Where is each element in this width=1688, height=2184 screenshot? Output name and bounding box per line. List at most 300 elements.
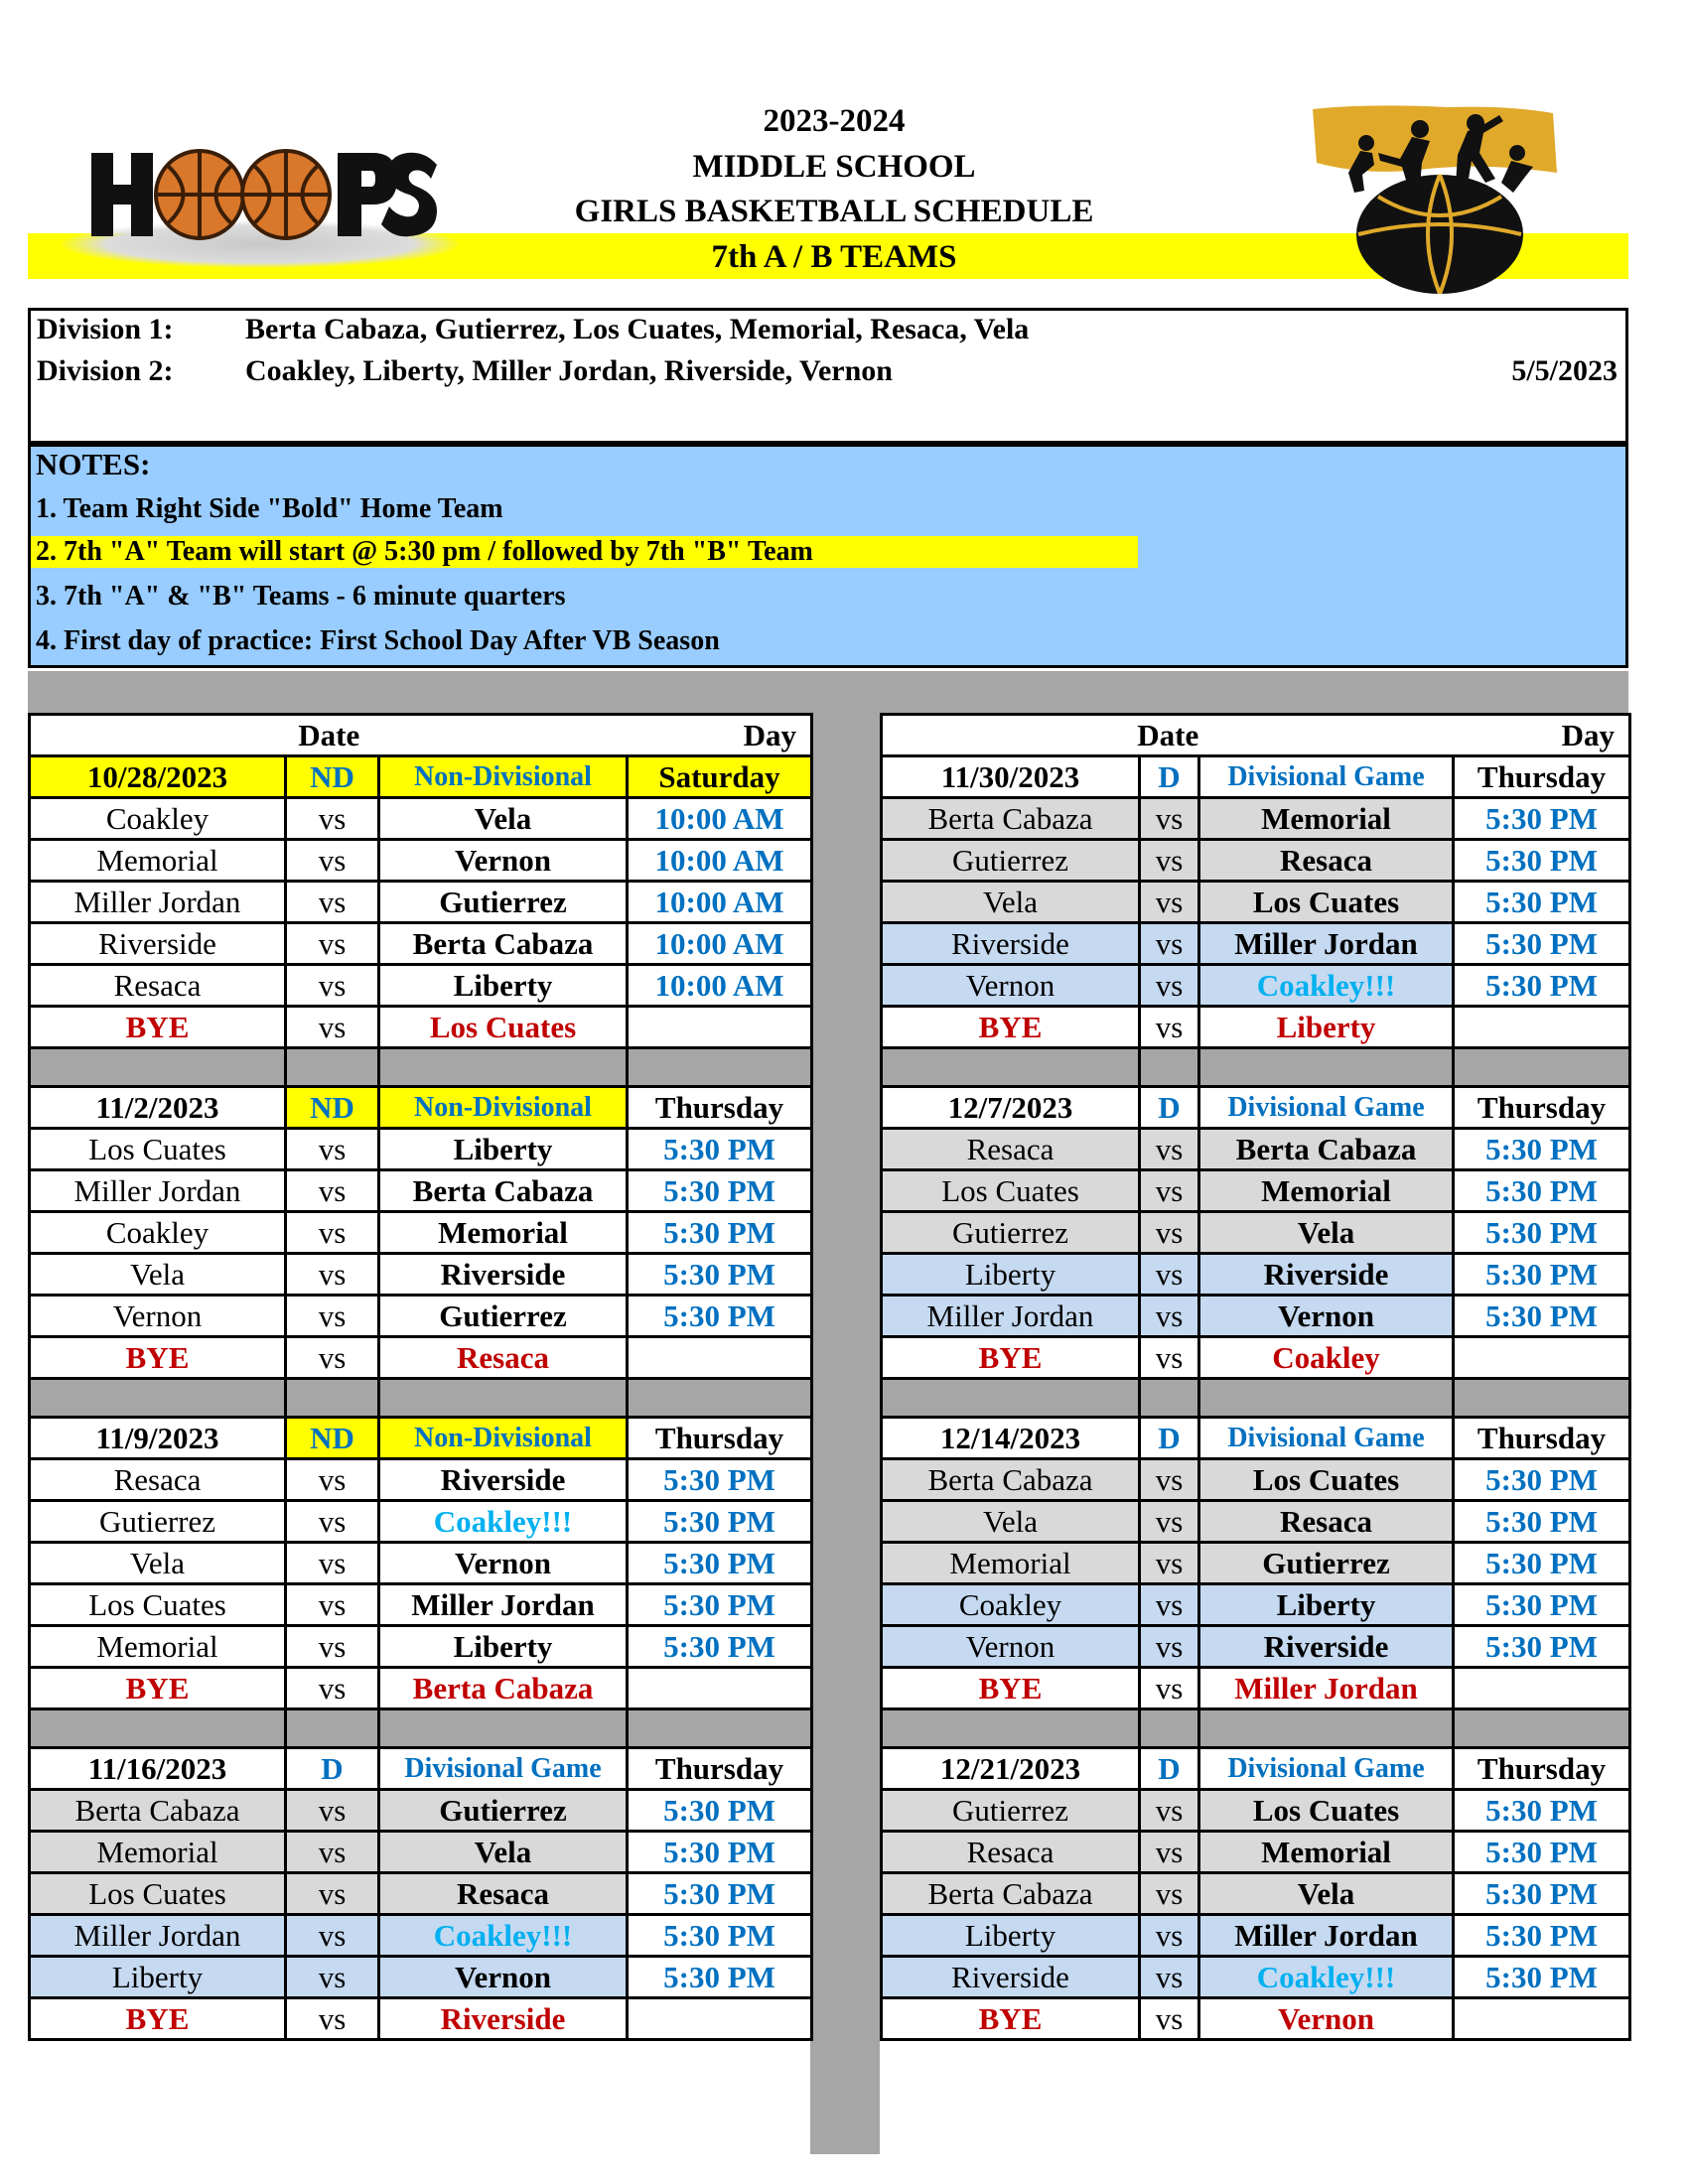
note-item: 1. Team Right Side "Bold" Home Team	[36, 493, 503, 524]
week-separator	[30, 1709, 812, 1748]
schedule-table	[880, 713, 1631, 2041]
game-row	[30, 1296, 812, 1337]
home-team: Los Cuates	[1199, 1459, 1454, 1501]
separator-cell	[286, 1379, 379, 1418]
game-row	[882, 1832, 1630, 1873]
away-team: Resaca	[882, 1129, 1140, 1170]
away-team: Liberty	[30, 1957, 286, 1998]
game-day: Thursday	[1454, 1748, 1630, 1790]
home-team: Liberty	[379, 1626, 628, 1668]
bye-team: Liberty	[1199, 1007, 1454, 1048]
title-teams: 7th A / B TEAMS	[711, 238, 957, 275]
versus-label: vs	[1140, 1626, 1199, 1668]
game-type-label: Non-Divisional	[379, 756, 628, 798]
separator-cell	[30, 1048, 286, 1087]
game-time: 10:00 AM	[628, 965, 812, 1007]
division-2-label: Division 2:	[37, 354, 174, 387]
game-time: 5:30 PM	[1454, 1170, 1630, 1212]
bye-label: BYE	[30, 1007, 286, 1048]
division-1-line	[37, 313, 1029, 346]
away-team: Miller Jordan	[30, 1170, 286, 1212]
home-team: Memorial	[1199, 1832, 1454, 1873]
game-date: 11/30/2023	[882, 756, 1140, 798]
game-row	[30, 882, 812, 923]
game-row	[882, 1873, 1630, 1915]
separator-cell	[1199, 1379, 1454, 1418]
game-time: 5:30 PM	[1454, 1501, 1630, 1543]
versus-label: vs	[1140, 798, 1199, 840]
week-header-row	[882, 1418, 1630, 1459]
game-kind-badge: ND	[286, 1418, 379, 1459]
bye-team: Riverside	[379, 1998, 628, 2040]
week-separator	[30, 1048, 812, 1087]
game-day: Thursday	[1454, 1418, 1630, 1459]
game-time: 5:30 PM	[628, 1170, 812, 1212]
game-time: 5:30 PM	[1454, 1212, 1630, 1254]
game-row	[882, 1543, 1630, 1584]
away-team: Vernon	[882, 965, 1140, 1007]
separator-cell	[379, 1048, 628, 1087]
home-team: Memorial	[1199, 1170, 1454, 1212]
game-row	[882, 1459, 1630, 1501]
separator-cell	[1140, 1709, 1199, 1748]
game-row	[30, 1915, 812, 1957]
home-team: Los Cuates	[1199, 882, 1454, 923]
versus-label: vs	[1140, 1459, 1199, 1501]
versus-label: vs	[286, 1129, 379, 1170]
separator-cell	[628, 1379, 812, 1418]
home-team: Memorial	[379, 1212, 628, 1254]
empty-time	[628, 1668, 812, 1709]
versus-label: vs	[286, 882, 379, 923]
revision-date: 5/5/2023	[1511, 354, 1618, 387]
bye-team: Coakley	[1199, 1337, 1454, 1379]
versus-label: vs	[286, 1626, 379, 1668]
home-team: Liberty	[1199, 1584, 1454, 1626]
versus-label: vs	[286, 1790, 379, 1832]
away-team: Coakley	[30, 798, 286, 840]
game-time: 5:30 PM	[628, 1832, 812, 1873]
away-team: Miller Jordan	[30, 1915, 286, 1957]
game-time: 5:30 PM	[628, 1790, 812, 1832]
game-row	[30, 798, 812, 840]
empty-time	[1454, 1337, 1630, 1379]
versus-label: vs	[1140, 1501, 1199, 1543]
away-team: Memorial	[30, 840, 286, 882]
game-time: 5:30 PM	[1454, 1915, 1630, 1957]
versus-label: vs	[1140, 1170, 1199, 1212]
versus-label: vs	[286, 1832, 379, 1873]
versus-label: vs	[286, 1915, 379, 1957]
game-time: 5:30 PM	[1454, 840, 1630, 882]
week-header-row	[30, 756, 812, 798]
away-team: Riverside	[30, 923, 286, 965]
versus-label: vs	[286, 1007, 379, 1048]
away-team: Berta Cabaza	[882, 1459, 1140, 1501]
versus-label: vs	[1140, 1915, 1199, 1957]
game-type-label: Non-Divisional	[379, 1418, 628, 1459]
versus-label: vs	[286, 1668, 379, 1709]
away-team: Riverside	[882, 923, 1140, 965]
versus-label: vs	[286, 1957, 379, 1998]
week-header-row	[882, 756, 1630, 798]
away-team: Liberty	[882, 1254, 1140, 1296]
game-time: 5:30 PM	[1454, 1129, 1630, 1170]
game-row	[30, 1873, 812, 1915]
game-type-label: Divisional Game	[1199, 1748, 1454, 1790]
game-kind-badge: D	[1140, 1748, 1199, 1790]
away-team: Los Cuates	[30, 1129, 286, 1170]
game-row	[30, 923, 812, 965]
game-time: 5:30 PM	[1454, 1584, 1630, 1626]
game-row	[882, 1626, 1630, 1668]
away-team: Gutierrez	[882, 840, 1140, 882]
game-time: 5:30 PM	[1454, 1790, 1630, 1832]
game-row	[30, 1501, 812, 1543]
game-row	[30, 1254, 812, 1296]
week-header-row	[30, 1418, 812, 1459]
game-row	[30, 1459, 812, 1501]
versus-label: vs	[1140, 965, 1199, 1007]
separator-cell	[30, 1379, 286, 1418]
game-date: 12/7/2023	[882, 1087, 1140, 1129]
versus-label: vs	[286, 965, 379, 1007]
empty-time	[1454, 1668, 1630, 1709]
versus-label: vs	[1140, 1337, 1199, 1379]
home-team: Riverside	[379, 1459, 628, 1501]
column-header-day: Day	[1454, 715, 1630, 756]
bye-label: BYE	[30, 1337, 286, 1379]
bye-label: BYE	[882, 1998, 1140, 2040]
separator-cell	[1454, 1048, 1630, 1087]
home-team: Resaca	[1199, 840, 1454, 882]
home-team: Vela	[379, 1832, 628, 1873]
game-kind-badge: ND	[286, 756, 379, 798]
notes-box	[28, 444, 1628, 668]
away-team: Vela	[30, 1543, 286, 1584]
game-time: 5:30 PM	[1454, 1543, 1630, 1584]
home-team: Coakley!!!	[1199, 965, 1454, 1007]
column-header-day: Day	[628, 715, 812, 756]
versus-label: vs	[1140, 1668, 1199, 1709]
game-kind-badge: D	[1140, 1087, 1199, 1129]
bye-label: BYE	[882, 1337, 1140, 1379]
game-time: 5:30 PM	[628, 1129, 812, 1170]
game-row	[882, 1915, 1630, 1957]
week-separator	[30, 1379, 812, 1418]
home-team: Liberty	[379, 965, 628, 1007]
home-team: Berta Cabaza	[379, 1170, 628, 1212]
game-date: 11/2/2023	[30, 1087, 286, 1129]
game-row	[882, 1296, 1630, 1337]
game-day: Thursday	[1454, 1087, 1630, 1129]
note-item-highlighted: 2. 7th "A" Team will start @ 5:30 pm / followed by 7th "B" Team	[31, 536, 1138, 568]
game-day: Thursday	[628, 1748, 812, 1790]
bye-row	[882, 1668, 1630, 1709]
away-team: Los Cuates	[30, 1584, 286, 1626]
game-time: 5:30 PM	[628, 1873, 812, 1915]
empty-time	[1454, 1998, 1630, 2040]
separator-cell	[379, 1709, 628, 1748]
week-separator	[882, 1709, 1630, 1748]
versus-label: vs	[286, 1254, 379, 1296]
basketball-players-icon	[1309, 103, 1565, 294]
versus-label: vs	[1140, 1007, 1199, 1048]
game-time: 5:30 PM	[628, 1254, 812, 1296]
home-team: Coakley!!!	[379, 1501, 628, 1543]
away-team: Miller Jordan	[30, 882, 286, 923]
bye-row	[30, 1668, 812, 1709]
bye-team: Vernon	[1199, 1998, 1454, 2040]
away-team: Los Cuates	[30, 1873, 286, 1915]
versus-label: vs	[286, 840, 379, 882]
basketball-icon	[242, 151, 330, 238]
separator-cell	[628, 1709, 812, 1748]
home-team: Miller Jordan	[379, 1584, 628, 1626]
game-type-label: Divisional Game	[1199, 1087, 1454, 1129]
column-header-date: Date	[882, 715, 1454, 756]
game-kind-badge: D	[1140, 1418, 1199, 1459]
game-row	[882, 1170, 1630, 1212]
game-row	[882, 840, 1630, 882]
home-team: Miller Jordan	[1199, 1915, 1454, 1957]
separator-cell	[30, 1709, 286, 1748]
away-team: Miller Jordan	[882, 1296, 1140, 1337]
empty-time	[1454, 1007, 1630, 1048]
game-time: 10:00 AM	[628, 840, 812, 882]
game-row	[30, 1584, 812, 1626]
game-row	[882, 1212, 1630, 1254]
bye-label: BYE	[30, 1668, 286, 1709]
away-team: Coakley	[882, 1584, 1140, 1626]
notes-heading: NOTES:	[36, 447, 151, 481]
game-date: 10/28/2023	[30, 756, 286, 798]
home-team: Miller Jordan	[1199, 923, 1454, 965]
away-team: Gutierrez	[30, 1501, 286, 1543]
basketball-icon	[156, 151, 243, 238]
home-team: Liberty	[379, 1129, 628, 1170]
home-team: Vernon	[1199, 1296, 1454, 1337]
game-row	[882, 882, 1630, 923]
week-header-row	[30, 1087, 812, 1129]
game-time: 10:00 AM	[628, 923, 812, 965]
game-row	[882, 1790, 1630, 1832]
schedule-top-band	[28, 671, 1628, 713]
away-team: Riverside	[882, 1957, 1140, 1998]
away-team: Vela	[882, 882, 1140, 923]
hoops-logo	[87, 139, 440, 248]
week-header-row	[882, 1748, 1630, 1790]
separator-cell	[882, 1048, 1140, 1087]
game-time: 5:30 PM	[1454, 1459, 1630, 1501]
game-type-label: Divisional Game	[1199, 1418, 1454, 1459]
game-date: 11/9/2023	[30, 1418, 286, 1459]
game-kind-badge: ND	[286, 1087, 379, 1129]
separator-cell	[882, 1379, 1140, 1418]
game-time: 5:30 PM	[628, 1543, 812, 1584]
versus-label: vs	[286, 1170, 379, 1212]
separator-cell	[286, 1709, 379, 1748]
game-time: 5:30 PM	[1454, 882, 1630, 923]
separator-cell	[628, 1048, 812, 1087]
versus-label: vs	[1140, 1790, 1199, 1832]
note-item: 3. 7th "A" & "B" Teams - 6 minute quarters	[36, 581, 566, 612]
game-row	[30, 965, 812, 1007]
versus-label: vs	[1140, 1296, 1199, 1337]
versus-label: vs	[1140, 882, 1199, 923]
game-time: 5:30 PM	[628, 1501, 812, 1543]
game-time: 5:30 PM	[628, 1584, 812, 1626]
separator-cell	[1199, 1709, 1454, 1748]
week-header-row	[30, 1748, 812, 1790]
away-team: Memorial	[30, 1626, 286, 1668]
versus-label: vs	[286, 923, 379, 965]
game-date: 12/14/2023	[882, 1418, 1140, 1459]
game-schedule	[28, 668, 1628, 2154]
bye-team: Miller Jordan	[1199, 1668, 1454, 1709]
bye-row	[882, 1337, 1630, 1379]
schedule-right-column	[880, 713, 1628, 2041]
column-header-row	[30, 715, 812, 756]
game-date: 11/16/2023	[30, 1748, 286, 1790]
divisions-box	[28, 308, 1628, 444]
bye-label: BYE	[30, 1998, 286, 2040]
week-header-row	[882, 1087, 1630, 1129]
home-team: Coakley!!!	[379, 1915, 628, 1957]
title-level: MIDDLE SCHOOL	[692, 148, 976, 185]
home-team: Gutierrez	[1199, 1543, 1454, 1584]
game-time: 5:30 PM	[1454, 965, 1630, 1007]
separator-cell	[1140, 1379, 1199, 1418]
week-separator	[882, 1379, 1630, 1418]
game-row	[30, 1790, 812, 1832]
game-time: 5:30 PM	[1454, 798, 1630, 840]
versus-label: vs	[286, 1337, 379, 1379]
game-row	[30, 1212, 812, 1254]
page-header	[0, 0, 1688, 298]
away-team: Vela	[30, 1254, 286, 1296]
bye-row	[30, 1998, 812, 2040]
game-row	[30, 1543, 812, 1584]
versus-label: vs	[1140, 840, 1199, 882]
away-team: Memorial	[30, 1832, 286, 1873]
away-team: Liberty	[882, 1915, 1140, 1957]
game-time: 5:30 PM	[628, 1915, 812, 1957]
home-team: Riverside	[379, 1254, 628, 1296]
versus-label: vs	[286, 1998, 379, 2040]
game-row	[882, 1501, 1630, 1543]
game-time: 5:30 PM	[1454, 1873, 1630, 1915]
bye-team: Los Cuates	[379, 1007, 628, 1048]
bye-label: BYE	[882, 1668, 1140, 1709]
versus-label: vs	[1140, 1998, 1199, 2040]
game-row	[30, 1832, 812, 1873]
note-item: 4. First day of practice: First School Day After VB Season	[36, 625, 720, 656]
home-team: Vela	[1199, 1212, 1454, 1254]
versus-label: vs	[286, 1212, 379, 1254]
away-team: Berta Cabaza	[882, 1873, 1140, 1915]
game-time: 5:30 PM	[1454, 1626, 1630, 1668]
home-team: Riverside	[1199, 1626, 1454, 1668]
game-row	[30, 1626, 812, 1668]
away-team: Resaca	[30, 1459, 286, 1501]
home-team: Gutierrez	[379, 1296, 628, 1337]
versus-label: vs	[286, 1543, 379, 1584]
home-team: Berta Cabaza	[1199, 1129, 1454, 1170]
game-row	[882, 965, 1630, 1007]
game-row	[30, 1957, 812, 1998]
schedule-left-column	[28, 713, 810, 2041]
separator-cell	[1199, 1048, 1454, 1087]
empty-time	[628, 1007, 812, 1048]
game-time: 5:30 PM	[1454, 1254, 1630, 1296]
separator-cell	[882, 1709, 1140, 1748]
game-time: 5:30 PM	[628, 1212, 812, 1254]
away-team: Berta Cabaza	[30, 1790, 286, 1832]
division-2-teams: Coakley, Liberty, Miller Jordan, Riverside, Vernon	[245, 354, 893, 387]
game-row	[882, 1957, 1630, 1998]
game-type-label: Divisional Game	[1199, 756, 1454, 798]
game-time: 5:30 PM	[628, 1459, 812, 1501]
bye-row	[882, 1007, 1630, 1048]
away-team: Resaca	[30, 965, 286, 1007]
division-1-teams: Berta Cabaza, Gutierrez, Los Cuates, Memorial, Resaca, Vela	[245, 313, 1030, 345]
game-time: 5:30 PM	[1454, 1296, 1630, 1337]
home-team: Coakley!!!	[1199, 1957, 1454, 1998]
home-team: Vela	[1199, 1873, 1454, 1915]
empty-time	[628, 1998, 812, 2040]
home-team: Resaca	[1199, 1501, 1454, 1543]
game-row	[882, 1254, 1630, 1296]
home-team: Vernon	[379, 840, 628, 882]
versus-label: vs	[1140, 1957, 1199, 1998]
game-row	[30, 1129, 812, 1170]
away-team: Gutierrez	[882, 1790, 1140, 1832]
empty-time	[628, 1337, 812, 1379]
versus-label: vs	[286, 1296, 379, 1337]
week-separator	[882, 1048, 1630, 1087]
versus-label: vs	[286, 1873, 379, 1915]
home-team: Vernon	[379, 1957, 628, 1998]
away-team: Coakley	[30, 1212, 286, 1254]
game-kind-badge: D	[286, 1748, 379, 1790]
bye-row	[882, 1998, 1630, 2040]
game-day: Thursday	[628, 1418, 812, 1459]
away-team: Memorial	[882, 1543, 1140, 1584]
column-header-row	[882, 715, 1630, 756]
game-time: 10:00 AM	[628, 882, 812, 923]
versus-label: vs	[1140, 1254, 1199, 1296]
home-team: Los Cuates	[1199, 1790, 1454, 1832]
bye-row	[30, 1007, 812, 1048]
division-2-line	[37, 354, 893, 388]
home-team: Berta Cabaza	[379, 923, 628, 965]
home-team: Gutierrez	[379, 882, 628, 923]
game-type-label: Divisional Game	[379, 1748, 628, 1790]
schedule-table	[28, 713, 813, 2041]
column-header-date: Date	[30, 715, 628, 756]
game-row	[882, 1584, 1630, 1626]
game-time: 5:30 PM	[1454, 1957, 1630, 1998]
versus-label: vs	[1140, 923, 1199, 965]
home-team: Riverside	[1199, 1254, 1454, 1296]
separator-cell	[1140, 1048, 1199, 1087]
home-team: Vela	[379, 798, 628, 840]
versus-label: vs	[286, 798, 379, 840]
game-row	[882, 923, 1630, 965]
division-1-label: Division 1:	[37, 313, 174, 345]
versus-label: vs	[286, 1459, 379, 1501]
